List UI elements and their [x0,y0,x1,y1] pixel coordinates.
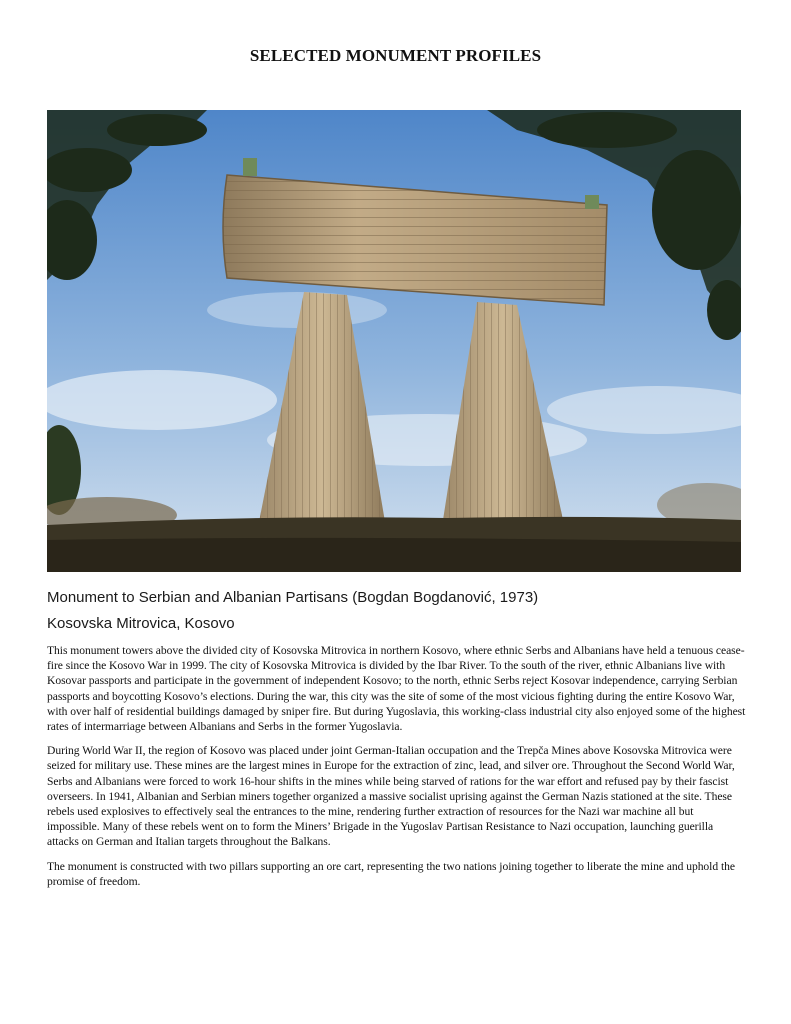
paragraph: This monument towers above the divided city of Kosovska Mitrovica in northern Kosovo, where ethnic Serbs and Albanians have held a tenuous cease-fire since the Kosovo War in 1999. The city of Kosovska Mitrovica is divided by the Ibar River. To the south of the river, ethnic Albanians live with Kosovar passports and participate in the government of independent Kosovo; to the north, ethnic Serbs reject Kosovar independence, carrying Serbian passports and boycotting Kosovo’s elections. During the war, this city was the site of some of the most vicious fighting during the entire Kosovo War, with over half of residential buildings damaged by sniper fire. But during Yugoslavia, this working-class industrial city also enjoyed some of the highest rates of intermarriage between Albanians and Serbs in the former Yugoslavia. [47,644,746,734]
paragraph: The monument is constructed with two pillars supporting an ore cart, representing the two nations joining together to liberate the mine and uphold the promise of freedom. [47,859,735,888]
photo-caption: Monument to Serbian and Albanian Partisans (Bogdan Bogdanović, 1973) [47,589,539,606]
location-heading: Kosovska Mitrovica, Kosovo [47,615,235,632]
monument-photo [47,110,741,572]
body-text [47,643,747,898]
page-title: SELECTED MONUMENT PROFILES [249,46,542,65]
paragraph: During World War II, the region of Kosovo was placed under joint German-Italian occupation and the Trepča Mines above Kosovska Mitrovica were seized for military use. These mines are the largest mines in Europe for the extraction of zinc, lead, and silver ore. Throughout the Second World War, Serbs and Albanians were forced to work 16-hour shifts in the mines while being starved of rations for the war effort and refused pay by their fascist overseers. In 1941, Albanian and Serbian miners together organized a massive socialist uprising against the German Nazis stationed at the site. These rebels used explosives to effectively seal the entrances to the mine, rendering further extraction of resources for the Nazi war machine all but impossible. Many of these rebels went on to form the Miners’ Brigade in the Yugoslav Partisan Resistance to Nazi occupation, launching guerilla attacks on German and Italian targets throughout the Balkans. [47,744,735,849]
